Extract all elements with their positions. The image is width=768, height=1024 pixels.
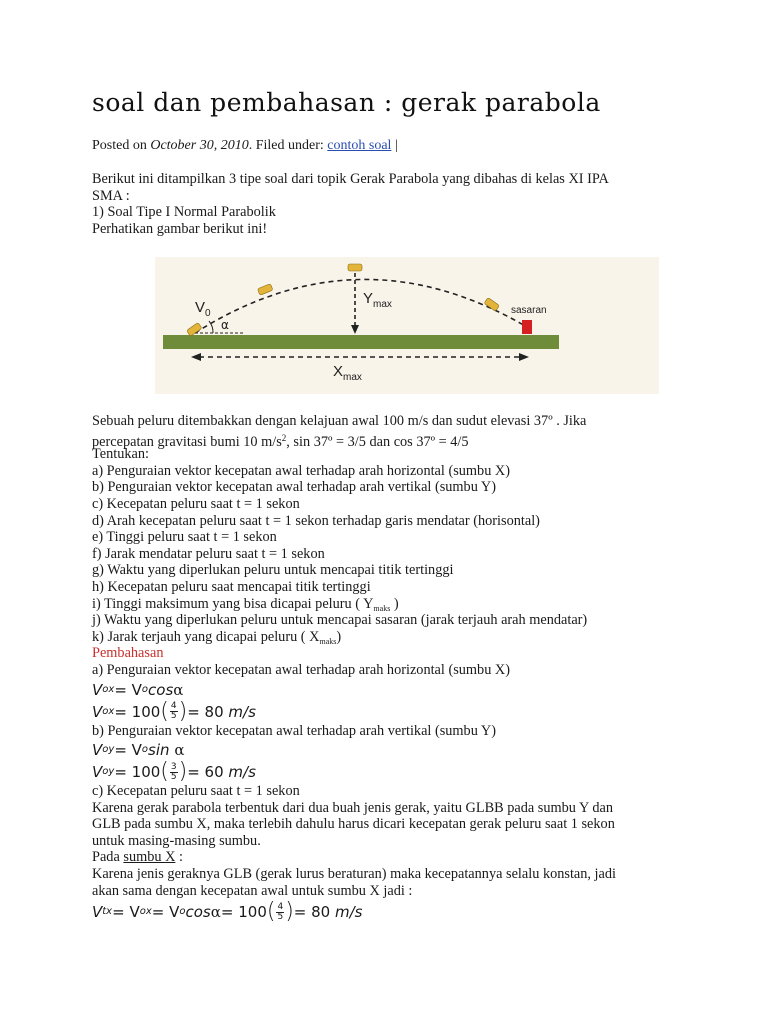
intro: [92, 171, 682, 237]
xmax-arrow-right: [519, 353, 529, 361]
question-item: g) Waktu yang diperlukan peluru untuk mencapai titik tertinggi: [92, 562, 454, 579]
problem-line: Sebuah peluru ditembakkan dengan kelajuan awal 100 m/s dan sudut elevasi 37º . Jika: [92, 413, 587, 429]
sumbu-x-heading: Pada sumbu X :: [92, 849, 183, 866]
question-item: k) Jarak terjauh yang dicapai peluru ( $X_{maks}$): [92, 628, 342, 646]
question-item: h) Kecepatan peluru saat mencapai titik tertinggi: [92, 578, 371, 595]
target-box: [522, 320, 532, 334]
equation-voy-value: V oy = 100 ( $\frac{3}{5}$ ) = 60 m/s: [92, 759, 256, 785]
v0-label: $V_0$: [195, 299, 211, 319]
problem-type-heading: 1) Soal Tipe I Normal Parabolik: [92, 204, 276, 221]
alpha-label: α: [221, 318, 229, 332]
equation-vox: V ox = V o cos α: [92, 680, 184, 699]
problem: [92, 413, 682, 925]
solution-step: a) Penguraian vektor kecepatan awal terhadap arah horizontal (sumbu X): [92, 661, 511, 678]
intro-line: SMA :: [92, 187, 130, 204]
solution-step: b) Penguraian vektor kecepatan awal terhadap arah vertikal (sumbu Y): [92, 722, 496, 739]
solution-step: c) Kecepatan peluru saat t = 1 sekon: [92, 783, 300, 800]
problem-line: percepatan gravitasi bumi 10 $m/s^2$, sin 37º = 3/5 dan cos 37º = 4/5: [92, 432, 469, 450]
solution-paragraph: Karena jenis geraknya GLB (gerak lurus beraturan) maka kecepatannya selalu konstan, jadi: [92, 866, 617, 883]
solution-heading: Pembahasan: [92, 645, 164, 662]
question-item: a) Penguraian vektor kecepatan awal terhadap arah horizontal (sumbu X): [92, 462, 511, 479]
question-item: d) Arah kecepatan peluru saat t = 1 sekon terhadap garis mendatar (horisontal): [92, 512, 540, 529]
category-link[interactable]: contoh soal: [327, 138, 392, 153]
solution-paragraph: untuk masing-masing sumbu.: [92, 832, 261, 849]
page-title: soal dan pembahasan : gerak parabola: [92, 88, 601, 117]
equation-vtx: V tx = V ox = V o cos α = 100 ( $\frac{4}{5}$ ) = 80 m/s: [92, 899, 363, 925]
equation-voy: V oy = V o sin α: [92, 741, 185, 760]
post-meta: [92, 138, 398, 154]
question-item: c) Kecepatan peluru saat t = 1 sekon: [92, 495, 300, 512]
ymax-label: $Y_{max}$: [363, 290, 392, 310]
equation-vox-value: V ox = 100 ( $\frac{4}{5}$ ) = 80 m/s: [92, 698, 256, 724]
solution-paragraph: GLB pada sumbu X, maka terlebih dahulu harus dicari kecepatan gerak peluru saat 1 sekon: [92, 816, 615, 833]
xmax-label: $X_{max}$: [333, 363, 362, 383]
projectile-icon: [484, 298, 499, 312]
ground-bar: [163, 335, 559, 349]
trajectory-path: [195, 279, 527, 333]
question-item: j) Waktu yang diperlukan peluru untuk mencapai sasaran (jarak terjauh arah mendatar): [92, 612, 588, 629]
question-item: e) Tinggi peluru saat t = 1 sekon: [92, 529, 277, 546]
ymax-arrowhead: [351, 325, 359, 334]
intro-line: Berikut ini ditampilkan 3 tipe soal dari topik Gerak Parabola yang dibahas di kelas XI IPA: [92, 171, 609, 187]
solution-paragraph: akan sama dengan kecepatan awal untuk sumbu X jadi :: [92, 882, 413, 899]
target-label: sasaran: [511, 305, 547, 316]
parabola-figure: [155, 257, 659, 394]
projectile-icon: [257, 284, 273, 296]
projectile-icon: [187, 323, 202, 337]
posted-on-label: Posted on: [92, 138, 147, 153]
meta-separator: |: [394, 138, 398, 153]
question-item: b) Penguraian vektor kecepatan awal terhadap arah vertikal (sumbu Y): [92, 479, 496, 496]
parabola-diagram: [155, 257, 659, 394]
question-item: i) Tinggi maksimum yang bisa dicapai peluru ( $Y_{maks}$ ): [92, 595, 399, 613]
filed-under-label: . Filed under:: [248, 138, 324, 153]
projectile-icon: [348, 264, 362, 271]
post-date: October 30, 2010: [150, 138, 249, 153]
xmax-arrow-left: [191, 353, 201, 361]
solution-paragraph: Karena gerak parabola terbentuk dari dua buah jenis gerak, yaitu GLBB pada sumbu Y dan: [92, 799, 613, 816]
question-item: f) Jarak mendatar peluru saat t = 1 sekon: [92, 545, 325, 562]
intro-line: Perhatikan gambar berikut ini!: [92, 220, 268, 237]
tentukan-label: Tentukan:: [92, 446, 149, 463]
